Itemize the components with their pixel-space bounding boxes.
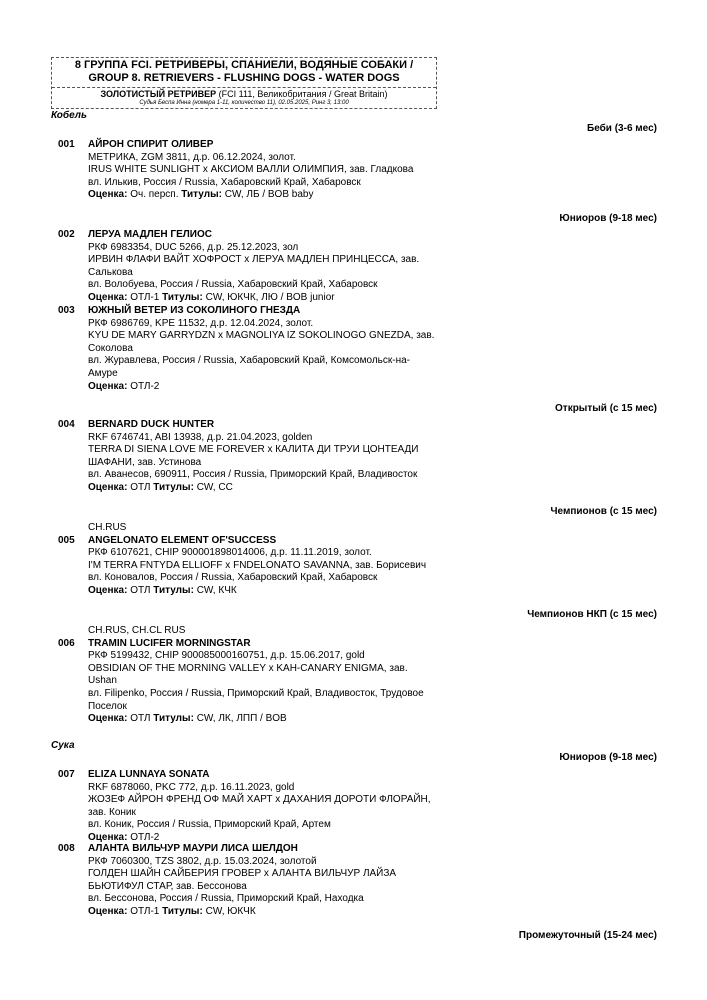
entry-001 — [58, 139, 478, 202]
dog-name: BERNARD DUCK HUNTER — [88, 419, 215, 430]
pedigree-line: ИРВИН ФЛАФИ ВАЙТ ХОФРОСТ х ЛЕРУА МАДЛЕН ПРИНЦЕССА, зав. — [88, 254, 420, 266]
grade-value: ОТЛ — [130, 481, 151, 493]
pedigree-line: OBSIDIAN OF THE MORNING VALLEY х KAH-CANARY ENIGMA, зав. — [88, 662, 408, 674]
pedigree-line: IRUS WHITE SUNLIGHT х АКСИОМ ВАЛЛИ ОЛИМПИЯ, зав. Гладкова — [88, 164, 414, 176]
entry-008 — [58, 843, 478, 919]
registration-line: РКФ 7060300, TZS 3802, д.р. 15.03.2024, золотой — [88, 855, 317, 867]
result-line — [88, 906, 478, 919]
titles-value: CW, ЮКЧК — [205, 905, 256, 917]
title-prefix: CH.RUS, CH.CL RUS — [88, 625, 186, 636]
registration-line: МЕТРИКА, ZGM 3811, д.р. 06.12.2024, золот. — [88, 151, 296, 163]
owner-line: вл. Коновалов, Россия / Russia, Хабаровский Край, Хабаровск — [88, 572, 378, 584]
titles-label: Титулы: — [162, 291, 203, 303]
breed-line — [52, 88, 436, 99]
class-baby: Беби (3-6 мес) — [587, 123, 657, 134]
entry-number: 004 — [58, 419, 75, 430]
dog-name: АЛАНТА ВИЛЬЧУР МАУРИ ЛИСА ШЕЛДОН — [88, 843, 298, 854]
pedigree-line-cont: зав. Коник — [88, 806, 136, 818]
grade-value: ОТЛ — [130, 584, 151, 596]
result-line — [88, 585, 478, 598]
owner-line-cont: Амуре — [88, 367, 118, 379]
grade-label: Оценка: — [88, 584, 128, 596]
grade-value: ОТЛ-2 — [130, 831, 160, 843]
dog-name: ANGELONATO ELEMENT OF'SUCCESS — [88, 534, 277, 546]
dog-name: ELIZA LUNNAYA SONATA — [88, 769, 210, 780]
entry-number: 002 — [58, 229, 75, 240]
grade-label: Оценка: — [88, 713, 128, 725]
owner-line: вл. Аванесов, 690911, Россия / Russia, Приморский Край, Владивосток — [88, 469, 418, 481]
title-prefix: CH.RUS — [88, 522, 127, 533]
pedigree-line-cont: Салькова — [88, 266, 133, 278]
pedigree-line: ГОЛДЕН ШАЙН САЙБЕРИЯ ГРОВЕР х АЛАНТА ВИЛЬЧУР ЛАЙЗА — [88, 868, 397, 880]
dog-name: АЙРОН СПИРИТ ОЛИВЕР — [88, 139, 214, 150]
titles-value: CW, КЧК — [196, 584, 237, 596]
owner-line-cont: Поселок — [88, 700, 127, 712]
titles-value: CW, ЛБ / BOB baby — [224, 189, 314, 201]
entry-005 — [58, 522, 478, 598]
group-title — [52, 58, 436, 88]
entry-number: 001 — [58, 139, 75, 150]
registration-line: РКФ 5199432, CHIP 900085000160751, д.р. 15.06.2017, gold — [88, 650, 365, 662]
owner-line: вл. Илькив, Россия / Russia, Хабаровский Край, Хабаровск — [88, 176, 361, 188]
pedigree-line-cont: БЬЮТИФУЛ СТАР, зав. Бессонова — [88, 880, 247, 892]
result-line — [88, 189, 478, 202]
class-intermediate: Промежуточный (15-24 мес) — [518, 930, 657, 941]
registration-line: RKF 6878060, PKC 772, д.р. 16.11.2023, gold — [88, 781, 295, 793]
pedigree-line: ЖОЗЕФ АЙРОН ФРЕНД ОФ МАЙ ХАРТ х ДАХАНИЯ ДОРОТИ ФЛОРАЙН, — [88, 794, 431, 806]
result-line — [88, 381, 478, 394]
breed-name: ЗОЛОТИСТЫЙ РЕТРИВЕР — [100, 89, 217, 99]
grade-value: ОТЛ-2 — [130, 380, 160, 392]
dog-name: ЮЖНЫЙ ВЕТЕР ИЗ СОКОЛИНОГО ГНЕЗДА — [88, 305, 301, 316]
grade-value: Оч. персп. — [130, 189, 179, 201]
pedigree-line-cont: Ushan — [88, 675, 117, 687]
entry-number: 003 — [58, 305, 75, 316]
entry-003 — [58, 305, 478, 393]
pedigree-line-cont: ШАФАНИ, зав. Устинова — [88, 456, 202, 468]
entry-004 — [58, 419, 478, 495]
grade-label: Оценка: — [88, 380, 128, 392]
owner-line: вл. Бессонова, Россия / Russia, Приморский Край, Находка — [88, 893, 364, 905]
registration-line: РКФ 6986769, KPE 11532, д.р. 12.04.2024, золот. — [88, 317, 314, 329]
class-champion: Чемпионов (с 15 мес) — [550, 506, 657, 517]
grade-label: Оценка: — [88, 905, 128, 917]
owner-line: вл. Волобуева, Россия / Russia, Хабаровский Край, Хабаровск — [88, 279, 378, 291]
group-header — [51, 57, 437, 109]
titles-value: CW, ЮКЧК, ЛЮ / BOB junior — [205, 291, 335, 303]
section-male: Кобель — [51, 110, 87, 121]
judge-info: Судья Беспа Инна (номера 1-11, количество 11), 02.05.2025, Ринг 3, 13:00 — [139, 100, 349, 106]
grade-label: Оценка: — [88, 291, 128, 303]
registration-line: РКФ 6983354, DUC 5266, д.р. 25.12.2023, зол — [88, 241, 299, 253]
dog-name: ЛЕРУА МАДЛЕН ГЕЛИОС — [88, 229, 212, 240]
pedigree-line-cont: Соколова — [88, 342, 133, 354]
entry-002 — [58, 229, 478, 305]
titles-label: Титулы: — [153, 584, 194, 596]
owner-line: вл. Коник, Россия / Russia, Приморский Край, Артем — [88, 819, 331, 831]
entry-number: 005 — [58, 534, 75, 546]
titles-value: CW, CC — [196, 481, 233, 493]
group-title-en: GROUP 8. RETRIEVERS - FLUSHING DOGS - WATER DOGS — [88, 72, 400, 84]
owner-line: вл. Журавлева, Россия / Russia, Хабаровский Край, Комсомольск-на- — [88, 355, 411, 367]
registration-line: РКФ 6107621, CHIP 900001898014006, д.р. 11.11.2019, золот. — [88, 547, 372, 559]
registration-line: RKF 6746741, ABI 13938, д.р. 21.04.2023, golden — [88, 431, 313, 443]
result-line — [88, 482, 478, 495]
group-title-ru: 8 ГРУППА FCI. РЕТРИВЕРЫ, СПАНИЕЛИ, ВОДЯНЫЕ СОБАКИ / — [74, 59, 414, 71]
pedigree-line: I'M TERRA FNTYDA ELLIOFF х FNDELONATO SAVANNA, зав. Борисевич — [88, 559, 427, 571]
class-junior-female: Юниоров (9-18 мес) — [559, 752, 657, 763]
class-champion-nkp: Чемпионов НКП (с 15 мес) — [527, 609, 657, 620]
pedigree-line: KYU DE MARY GARRYDZN х MAGNOLIYA IZ SOKOLINOGO GNEZDA, зав. — [88, 330, 435, 342]
dog-name: TRAMIN LUCIFER MORNINGSTAR — [88, 637, 251, 649]
grade-label: Оценка: — [88, 189, 128, 201]
titles-label: Титулы: — [153, 713, 194, 725]
result-line — [88, 292, 478, 305]
entry-number: 006 — [58, 637, 75, 649]
owner-line: вл. Filipenko, Россия / Russia, Приморский Край, Владивосток, Трудовое — [88, 687, 424, 699]
section-female: Сука — [51, 740, 75, 751]
class-junior-male: Юниоров (9-18 мес) — [559, 213, 657, 224]
titles-value: CW, ЛК, ЛПП / BOB — [196, 713, 287, 725]
entry-number: 007 — [58, 769, 75, 780]
entry-number: 008 — [58, 843, 75, 854]
pedigree-line: TERRA DI SIENA LOVE ME FOREVER х КАЛИТА ДИ ТРУИ ЦОНТЕАДИ — [88, 444, 419, 456]
entry-007 — [58, 769, 478, 845]
grade-value: ОТЛ — [130, 713, 151, 725]
breed-info: (FCI 111, Великобритания / Great Britain) — [218, 89, 388, 99]
grade-label: Оценка: — [88, 481, 128, 493]
titles-label: Титулы: — [153, 481, 194, 493]
grade-value: ОТЛ-1 — [130, 291, 160, 303]
result-line — [88, 713, 478, 726]
grade-label: Оценка: — [88, 831, 128, 843]
titles-label: Титулы: — [181, 189, 222, 201]
class-open: Открытый (с 15 мес) — [555, 403, 657, 414]
entry-006 — [58, 625, 478, 726]
grade-value: ОТЛ-1 — [130, 905, 160, 917]
titles-label: Титулы: — [162, 905, 203, 917]
